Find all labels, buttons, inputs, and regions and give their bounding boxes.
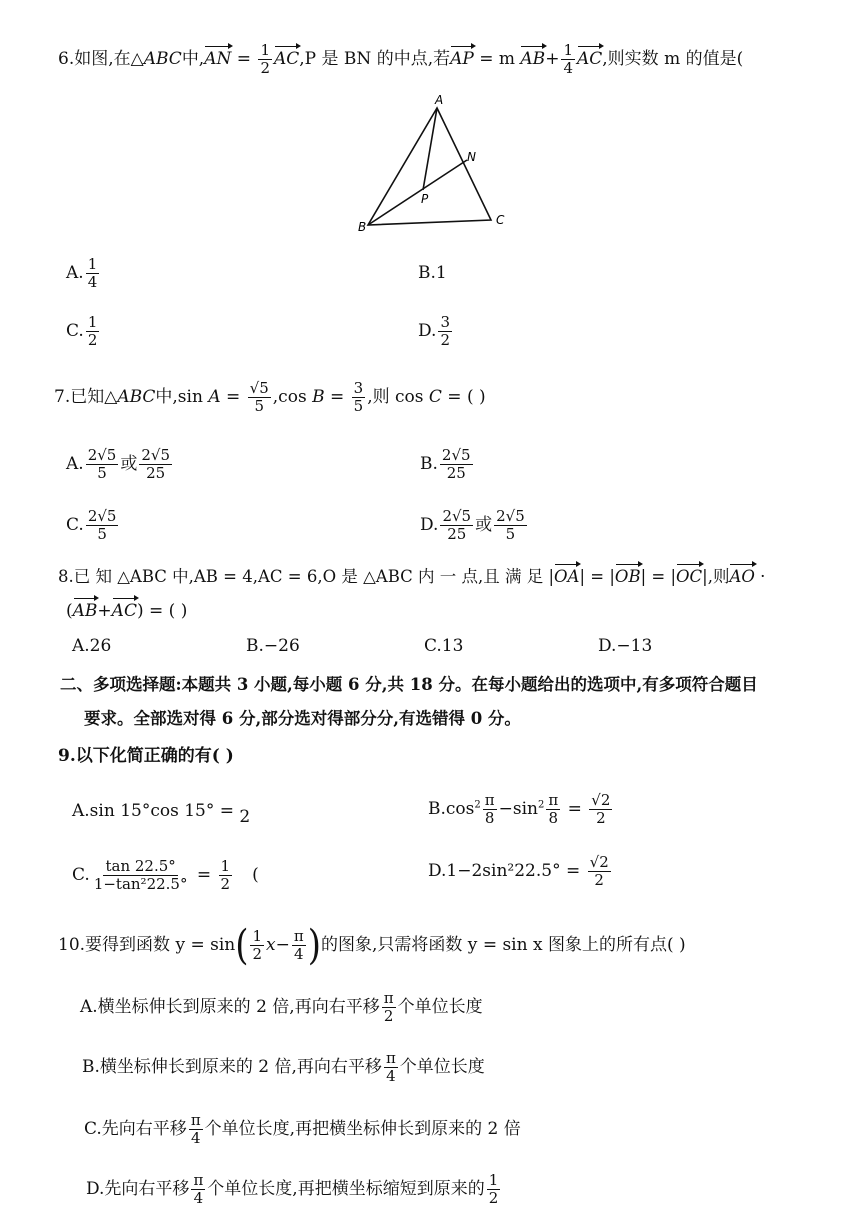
vector-ac: AC: [577, 46, 602, 70]
option-text: 个单位长度,再把横坐标伸长到原来的 2 倍: [204, 1119, 521, 1139]
frac-den: 2: [220, 875, 231, 893]
frac-den: 4: [386, 1067, 396, 1085]
vector-ob: OB: [615, 564, 641, 588]
frac-num: 2√5: [141, 446, 170, 464]
q8-sep: | = |: [579, 567, 615, 586]
frac-den: 8: [548, 809, 559, 827]
frac-den: 25: [146, 464, 166, 482]
frac-num: π: [293, 927, 304, 945]
frac-den: 2: [383, 1007, 394, 1025]
q10-option-d: [86, 1172, 502, 1207]
frac-num: tan 22.5°: [105, 857, 176, 875]
q6-text-4: = m: [473, 49, 521, 69]
vector-an: AN: [204, 46, 231, 70]
label-p: P: [421, 192, 429, 206]
q7-eq: =: [324, 387, 350, 407]
frac-num: 2√5: [87, 446, 117, 464]
vector-ao: AO: [729, 564, 754, 588]
or-word: 或: [120, 454, 138, 474]
frac-num: 3: [440, 313, 450, 331]
option-text: 个单位长度,再把横坐标缩短到原来的: [207, 1179, 485, 1199]
frac-num: 3: [353, 379, 364, 397]
frac-num: π: [548, 791, 559, 809]
frac-den: 5: [254, 397, 264, 415]
frac-num: 1: [252, 927, 263, 945]
frac-num: 1: [563, 41, 573, 59]
q7-text-2: 中,sin: [155, 387, 209, 407]
q6-option-d: [418, 314, 454, 349]
q6-eq: =: [231, 49, 257, 69]
section-2-line2: 要求。全部选对得 6 分,部分选对得部分分,有选错得 0 分。: [84, 709, 521, 728]
q10-fraction: [292, 928, 306, 963]
option-fraction: [92, 858, 190, 893]
q9-option-b: $B.\cos^2$ $\frac{\pi}{8}$ $-\sin^2$ $\frac{\pi}{8}$ = $\frac{√2}{2}$: [428, 791, 611, 827]
fraction-cos-b: [352, 380, 366, 415]
q7-option-d: [420, 508, 529, 543]
var-c: C: [428, 387, 442, 407]
paren-right: ): [307, 921, 321, 970]
option-label: D.: [420, 515, 439, 535]
frac-den: 2: [260, 59, 270, 77]
frac-num: 1: [87, 255, 98, 273]
frac-den: 4: [563, 59, 573, 77]
q6-triangle: ABC: [143, 49, 182, 69]
q6-option-b: [418, 262, 447, 284]
q8-plus: +: [97, 601, 112, 621]
option-tail: 2: [239, 807, 251, 827]
frac-num: √2: [589, 853, 609, 871]
frac-den: 2: [87, 331, 98, 349]
option-fraction: [384, 1050, 398, 1085]
q10-fraction: [250, 928, 264, 963]
q6-fraction-quarter: [561, 42, 575, 77]
option-text: D.先向右平移: [86, 1179, 190, 1199]
q10-option-b: [82, 1050, 485, 1085]
vector-oc: OC: [676, 564, 702, 588]
q7-text-3: ,cos: [272, 387, 313, 407]
frac-den: 4: [190, 1129, 201, 1147]
option-text: −sin: [498, 799, 538, 819]
q6-plus: +: [545, 49, 560, 69]
option-text: A.横坐标伸长到原来的 2 倍,再向右平移: [80, 997, 380, 1017]
q6-stem: [58, 42, 743, 77]
var-b: B: [312, 387, 325, 407]
option-fraction: [382, 990, 396, 1025]
q6-option-c: [66, 314, 101, 349]
q10-text-2: 的图象,只需将函数 y = sin x 图象上的所有点( ): [321, 935, 686, 955]
frac-num: 2√5: [87, 507, 117, 525]
option-label: B.: [420, 454, 438, 474]
option-fraction: [86, 314, 100, 349]
frac-num: 2√5: [441, 446, 471, 464]
option-fraction: [494, 508, 527, 543]
frac-den: 4: [87, 273, 98, 291]
frac-num: 2√5: [496, 507, 525, 525]
frac-num: π: [383, 989, 394, 1007]
frac-den: 25: [446, 464, 466, 482]
q7-option-b: [420, 447, 475, 482]
vector-ac: AC: [274, 46, 299, 70]
label-n: N: [467, 150, 476, 164]
frac-den: 25: [447, 525, 467, 543]
q7-option-a: [66, 447, 174, 482]
frac-num: 1: [488, 1171, 499, 1189]
option-fraction: [483, 792, 497, 827]
frac-den: 5: [97, 525, 107, 543]
q6-fraction-half: [258, 42, 272, 77]
frac-num: 1: [87, 313, 98, 331]
option-label: D.: [418, 321, 437, 341]
option-fraction: [219, 858, 233, 893]
q9-option-a: [72, 800, 251, 827]
q8-option-d: D.−13: [598, 636, 653, 656]
frac-den: 8: [484, 809, 495, 827]
option-fraction: [191, 1172, 205, 1207]
frac-num: π: [385, 1049, 396, 1067]
q9-option-c: [72, 858, 259, 893]
q7-text-5: = ( ): [441, 387, 486, 407]
var-a: A: [208, 387, 221, 407]
option-label: C.: [66, 321, 84, 341]
option-eq: =: [191, 865, 217, 885]
section-2-line1: 二、多项选择题:本题共 3 小题,每小题 6 分,共 18 分。在每小题给出的选项中,有多项符合题目: [60, 675, 758, 694]
q9-stem: 9.以下化简正确的有( ): [58, 746, 234, 766]
option-fraction: [487, 1172, 501, 1207]
q6-text-3: ,P 是 BN 的中点,若: [299, 49, 451, 69]
q7-text-4: ,则 cos: [367, 387, 429, 407]
option-text: A.sin 15°cos 15° =: [72, 801, 240, 821]
frac-num: 1: [220, 857, 231, 875]
frac-den: 4: [193, 1189, 204, 1207]
q10-var: x−: [266, 935, 290, 955]
label-c: C: [496, 213, 505, 227]
option-label: B.1: [418, 263, 447, 283]
frac-num: 1: [260, 41, 270, 59]
option-eq: =: [562, 799, 588, 819]
option-text: D.1−2sin²22.5° =: [428, 861, 586, 881]
option-fraction: [588, 854, 611, 889]
option-label: C.: [66, 515, 84, 535]
q8-option-a: A.26: [72, 636, 112, 656]
q8-option-c: C.13: [424, 636, 464, 656]
q8-option-b: B.−26: [246, 636, 300, 656]
label-a: A: [435, 93, 444, 107]
option-fraction: [189, 1112, 203, 1147]
frac-den: 2: [252, 945, 263, 963]
q8-stem-line2: [66, 598, 187, 622]
option-fraction: [546, 792, 560, 827]
q6-option-a: [66, 256, 101, 291]
frac-num: π: [190, 1111, 201, 1129]
q8-paren: (: [66, 601, 73, 621]
q6-text-1: 如图,在△: [74, 49, 144, 69]
q7-number: 7.: [54, 387, 71, 407]
q8-text-2: |,则: [702, 567, 730, 586]
option-fraction: [438, 314, 452, 349]
option-text: B.横坐标伸长到原来的 2 倍,再向右平移: [82, 1057, 382, 1077]
option-text: C.先向右平移: [84, 1119, 187, 1139]
q7-eq: =: [220, 387, 246, 407]
option-fraction: [589, 792, 612, 827]
q7-text-1: 已知△: [70, 387, 118, 407]
frac-den: 2: [596, 809, 606, 827]
q9-option-d: [428, 854, 613, 889]
q7-triangle: ABC: [117, 387, 156, 407]
option-label: C.: [72, 865, 90, 885]
option-fraction: [440, 447, 473, 482]
q8-dot: ·: [754, 567, 766, 586]
option-fraction: [86, 447, 119, 482]
frac-den: 1−tan²22.5°: [93, 875, 188, 893]
q6-text-5: ,则实数 m 的值是(: [602, 49, 744, 69]
q8-sep: | = |: [640, 567, 677, 586]
q10-option-c: [84, 1112, 521, 1147]
option-fraction: [139, 447, 172, 482]
option-label: A.: [66, 454, 84, 474]
fraction-sin-a: [248, 380, 271, 415]
q7-option-c: [66, 508, 120, 543]
or-word: 或: [475, 515, 493, 535]
vector-ab: AB: [73, 598, 98, 622]
q6-number: 6.: [58, 49, 75, 69]
option-text: 个单位长度: [399, 1057, 485, 1077]
option-fraction: [86, 508, 119, 543]
q10-text-1: 10.要得到函数 y = sin: [58, 935, 236, 955]
option-fraction: [86, 256, 100, 291]
frac-den: 2: [594, 871, 604, 889]
triangle-figure: [355, 90, 515, 240]
vector-ac: AC: [112, 598, 137, 622]
frac-den: 5: [505, 525, 516, 543]
q7-stem: [54, 380, 486, 415]
frac-den: 5: [97, 464, 107, 482]
label-b: B: [358, 220, 367, 234]
q6-text-2: 中,: [181, 49, 205, 69]
q8-text-1: 8.已 知 △ABC 中,AB = 4,AC = 6,O 是 △ABC 内 一 点,且 满 足 |: [58, 567, 555, 586]
frac-num: π: [484, 791, 495, 809]
frac-num: √2: [591, 791, 611, 809]
option-label: B.cos: [428, 799, 475, 819]
frac-den: 5: [353, 397, 364, 415]
frac-den: 4: [294, 945, 304, 963]
q8-stem-line1: [58, 564, 765, 588]
vector-ap: AP: [450, 46, 474, 70]
q10-stem: [58, 921, 686, 970]
frac-den: 2: [488, 1189, 499, 1207]
q8-text-3: ) = ( ): [136, 601, 188, 621]
vector-ab: AB: [520, 46, 545, 70]
option-label: A.: [66, 263, 84, 283]
paren-left: (: [235, 921, 249, 970]
frac-den: 2: [440, 331, 450, 349]
frac-num: 2√5: [442, 507, 472, 525]
frac-num: π: [193, 1171, 204, 1189]
option-text: 个单位长度: [397, 997, 483, 1017]
option-fraction: [440, 508, 473, 543]
frac-num: √5: [249, 379, 269, 397]
vector-oa: OA: [554, 564, 579, 588]
option-tail: (: [252, 865, 259, 885]
q10-option-a: [80, 990, 483, 1025]
